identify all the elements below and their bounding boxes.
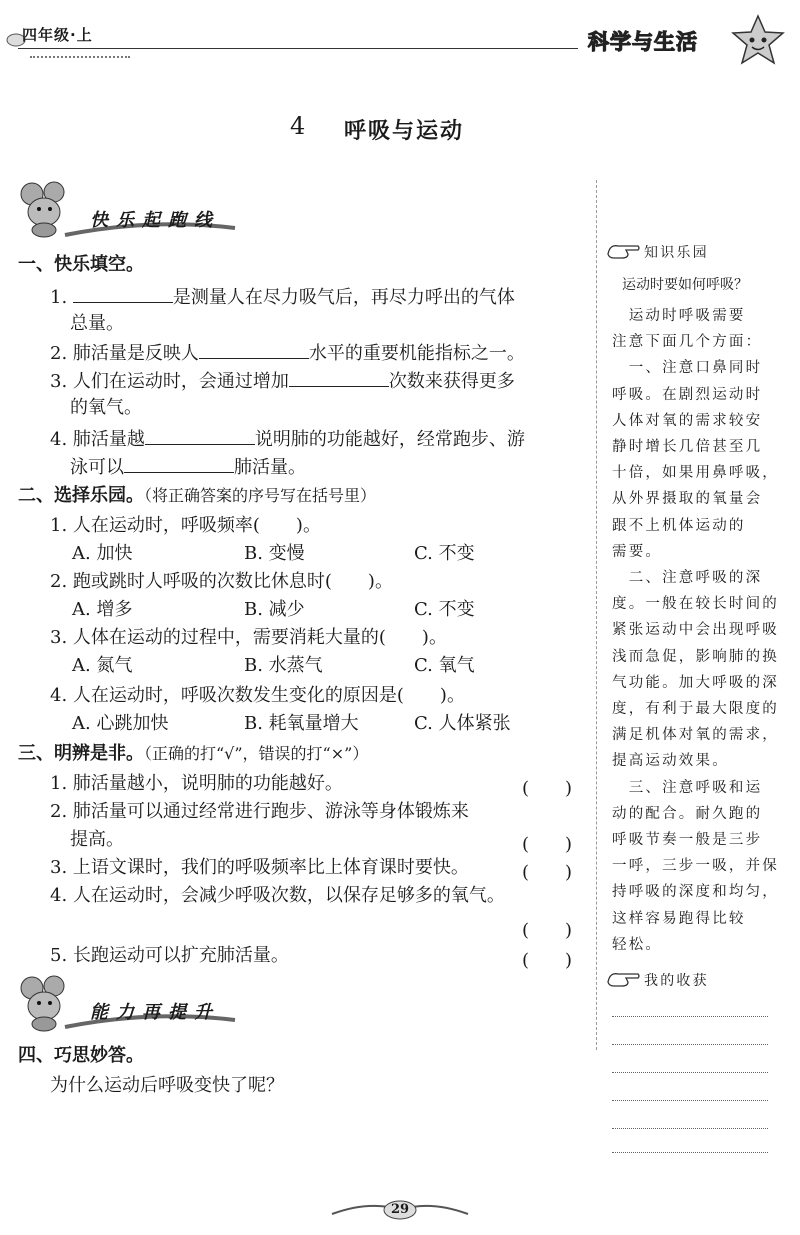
grade-label: 四年级·上 — [22, 26, 93, 44]
sidebar-line: 呼吸节奏一般是三步 — [612, 832, 763, 848]
s3-q1-answer[interactable]: ( ) — [522, 778, 573, 799]
sidebar-line: 动的配合。耐久跑的 — [612, 805, 763, 822]
pointing-hand-icon — [606, 966, 642, 988]
s2-q3: 3. 人体在运动的过程中，需要消耗大量的( )。 — [50, 627, 447, 648]
s3-q5: 5. 长跑运动可以扩充肺活量。 — [50, 945, 289, 966]
sidebar-line: 二、注意呼吸的深 — [612, 570, 763, 586]
q4-text-end: 肺活量。 — [234, 457, 306, 478]
sidebar-line: 从外界摄取的氧量会 — [612, 491, 763, 508]
q4-text-cont: 泳可以 — [70, 457, 124, 478]
sidebar-line: 运动时呼吸需要 — [612, 308, 746, 324]
header-dots — [30, 56, 130, 58]
q3-text-end: 次数来获得更多 — [388, 371, 515, 392]
notes-line[interactable] — [612, 1072, 768, 1073]
s3-q2-cont: 提高。 — [70, 829, 124, 850]
header-rule — [18, 48, 578, 49]
s3-q2-answer[interactable]: ( ) — [522, 834, 573, 855]
q4-blank-1[interactable] — [145, 428, 255, 445]
sidebar-line: 这样容易跑得比较 — [612, 910, 746, 927]
banner-happy-start: 快乐起跑线 — [90, 210, 220, 231]
s2-q1: 1. 人在运动时，呼吸频率( )。 — [50, 515, 321, 536]
s2-q1-opt-b[interactable]: B. 变慢 — [244, 543, 305, 564]
q3-text-cont: 的氧气。 — [70, 397, 142, 418]
q4-blank-2[interactable] — [124, 456, 234, 473]
q1-text: 是测量人在尽力吸气后，再尽力呼出的气体 — [172, 287, 515, 308]
s2-q1-opt-c[interactable]: C. 不变 — [414, 543, 475, 564]
sidebar-line: 十倍，如果用鼻呼吸， — [612, 465, 779, 482]
section1-heading: 一、快乐填空。 — [18, 254, 144, 275]
q3-blank[interactable] — [289, 370, 389, 387]
s2-q3-opt-b[interactable]: B. 水蒸气 — [244, 655, 323, 676]
lesson-title: 呼吸与运动 — [344, 119, 465, 144]
sidebar-line: 满足机体对氧的需求， — [612, 727, 779, 744]
notes-line[interactable] — [612, 1016, 768, 1017]
pointing-hand-icon — [606, 238, 642, 260]
s3-q3: 3. 上语文课时，我们的呼吸频率比上体育课时要快。 — [50, 857, 469, 878]
s3-q5-answer[interactable]: ( ) — [522, 950, 573, 971]
q3-text: 3. 人们在运动时，会通过增加 — [50, 371, 289, 392]
s3-q4: 4. 人在运动时，会减少呼吸次数，以保存足够多的氧气。 — [50, 885, 505, 906]
s2-q2-opt-a[interactable]: A. 增多 — [72, 599, 133, 620]
lesson-number: 4 — [290, 112, 306, 140]
s2-q2-opt-c[interactable]: C. 不变 — [414, 599, 475, 620]
sidebar-line: 一呼，三步一吸，并保 — [612, 858, 779, 875]
sidebar-divider — [596, 180, 597, 1050]
sidebar-line: 持呼吸的深度和均匀， — [612, 884, 779, 901]
s4-question: 为什么运动后呼吸变快了呢？ — [50, 1075, 284, 1096]
section3-heading: 三、明辨是非。 — [18, 743, 144, 764]
q1-text-cont: 总量。 — [70, 313, 124, 334]
sidebar-line: 需要。 — [612, 543, 663, 560]
banner-ability-improve: 能力再提升 — [90, 1002, 220, 1023]
section3-note: （正确的打“√”，错误的打“×”） — [144, 744, 369, 763]
sidebar-line: 静时增长几倍甚至几 — [612, 439, 763, 455]
sidebar-line: 气功能。加大呼吸的深 — [612, 674, 779, 691]
sidebar-line: 度。一般在较长时间的 — [612, 596, 779, 613]
star-mascot-icon — [728, 12, 788, 72]
section2-note: （将正确答案的序号写在括号里） — [144, 486, 377, 505]
sidebar-line: 轻松。 — [612, 936, 663, 953]
q2-blank[interactable] — [199, 342, 309, 359]
s2-q4-opt-c[interactable]: C. 人体紧张 — [414, 713, 511, 734]
q1-blank[interactable] — [73, 286, 173, 303]
s3-q4-answer[interactable]: ( ) — [522, 920, 573, 941]
s2-q1-opt-a[interactable]: A. 加快 — [72, 543, 133, 564]
sidebar-line: 一、注意口鼻同时 — [612, 360, 763, 377]
sidebar-line: 紧张运动中会出现呼吸 — [612, 622, 779, 639]
q1-number: 1. — [50, 287, 68, 308]
page-number: 29 — [391, 1202, 410, 1217]
sidebar-line: 注意下面几个方面： — [612, 334, 763, 351]
notes-line[interactable] — [612, 1152, 768, 1153]
sidebar-line: 呼吸。在剧烈运动时 — [612, 386, 763, 403]
q2-text-end: 水平的重要机能指标之一。 — [308, 343, 525, 364]
s2-q3-opt-c[interactable]: C. 氧气 — [414, 655, 475, 676]
s2-q2: 2. 跑或跳时人呼吸的次数比休息时( )。 — [50, 571, 393, 592]
book-title: 科学与生活 — [588, 30, 698, 54]
s2-q2-opt-b[interactable]: B. 减少 — [244, 599, 305, 620]
s3-q1: 1. 肺活量越小，说明肺的功能越好。 — [50, 773, 343, 794]
s2-q3-opt-a[interactable]: A. 氮气 — [72, 655, 133, 676]
section4-heading: 四、巧思妙答。 — [18, 1045, 144, 1066]
section2-heading: 二、选择乐园。 — [18, 485, 144, 506]
sidebar-line: 人体对氧的需求较安 — [612, 412, 763, 429]
sidebar-heading-knowledge: 知识乐园 — [644, 245, 709, 261]
sidebar-line: 三、注意呼吸和运 — [612, 779, 763, 796]
sidebar-line: 跟不上机体运动的 — [612, 517, 746, 534]
s3-q3-answer[interactable]: ( ) — [522, 862, 573, 883]
q4-text-mid: 说明肺的功能越好，经常跑步、游 — [254, 429, 525, 450]
sidebar-line: 提高运动效果。 — [612, 753, 729, 770]
s2-q4-opt-b[interactable]: B. 耗氧量增大 — [244, 713, 359, 734]
sidebar-heading-harvest: 我的收获 — [644, 973, 709, 989]
s2-q4-opt-a[interactable]: A. 心跳加快 — [72, 713, 169, 734]
s3-q2: 2. 肺活量可以通过经常进行跑步、游泳等身体锻炼来 — [50, 801, 469, 822]
sidebar-line: 度，有利于最大限度的 — [612, 701, 779, 717]
notes-line[interactable] — [612, 1128, 768, 1129]
s2-q4: 4. 人在运动时，呼吸次数发生变化的原因是( )。 — [50, 685, 465, 706]
q4-text: 4. 肺活量越 — [50, 429, 145, 450]
sidebar-line: 浅而急促，影响肺的换 — [612, 648, 779, 665]
q2-text: 2. 肺活量是反映人 — [50, 343, 199, 364]
sidebar-title: 运动时要如何呼吸？ — [622, 277, 748, 293]
notes-line[interactable] — [612, 1100, 768, 1101]
notes-line[interactable] — [612, 1044, 768, 1045]
